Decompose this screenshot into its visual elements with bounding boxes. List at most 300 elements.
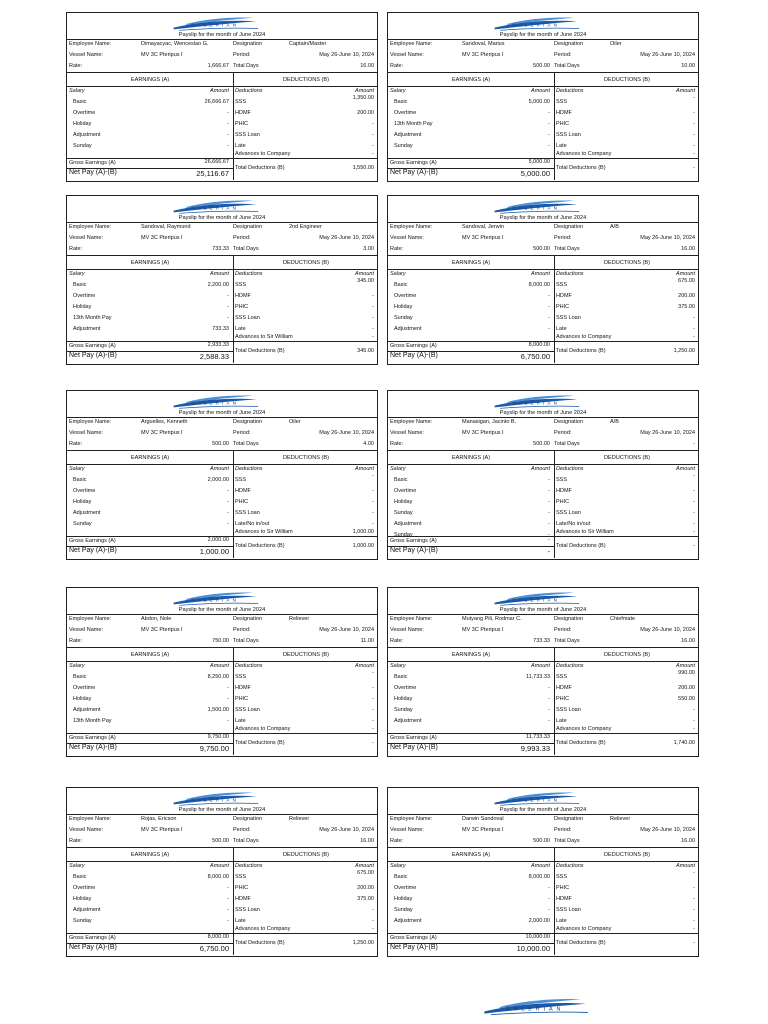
column-divider (554, 450, 555, 558)
divider (388, 661, 698, 662)
payslip-card (66, 195, 378, 365)
earning-label: Basic (394, 674, 408, 680)
employee-name-value: Sandoval, Jerwin (462, 224, 504, 230)
deductions-amount-header: Amount (355, 863, 374, 869)
divider (67, 861, 377, 862)
deduction-label: SSS (556, 477, 568, 483)
earning-amount: - (227, 121, 229, 127)
employee-name-label: Employee Name: (69, 816, 112, 822)
earnings-header: EARNINGS (A) (451, 77, 491, 83)
total-days-value: 16.00 (681, 246, 695, 252)
deduction-label: Advances to Company (235, 726, 291, 732)
earnings-header: EARNINGS (A) (130, 455, 170, 461)
earnings-amount-header: Amount (210, 88, 229, 94)
total-days-value: 16.00 (360, 63, 374, 69)
earning-label: Overtime (394, 885, 417, 891)
total-deductions-value: 1,550.00 (352, 165, 374, 171)
earning-label: Holiday (394, 499, 413, 505)
salary-header: Salary (390, 271, 406, 277)
deduction-amount: 200.00 (357, 885, 374, 891)
earning-amount: 5,000.00 (528, 99, 550, 105)
divider (388, 222, 698, 223)
rate-label: Rate: (69, 246, 83, 252)
deduction-amount: 375.00 (678, 304, 695, 310)
column-divider (233, 255, 234, 363)
gross-earnings-label: Gross Earnings (A) (69, 343, 116, 349)
column-divider (554, 647, 555, 755)
deduction-label: PHIC (235, 121, 249, 127)
earning-amount: - (227, 696, 229, 702)
payslip-title: Payslip for the month of June 2024 (178, 410, 266, 416)
earnings-amount-header: Amount (210, 466, 229, 472)
earning-amount: - (548, 488, 550, 494)
earning-label: Basic (394, 477, 408, 483)
total-days-label: Total Days (554, 441, 580, 447)
divider (67, 72, 377, 73)
designation-label: Designation (554, 616, 584, 622)
deduction-label: SSS Loan (235, 510, 260, 516)
period-value: May 26-June 10, 2024 (640, 52, 695, 58)
deduction-amount: - (372, 132, 374, 138)
deduction-label: SSS Loan (556, 510, 581, 516)
earning-amount: - (548, 326, 550, 332)
deduction-amount: - (372, 315, 374, 321)
deductions-header: DEDUCTIONS (B) (604, 852, 650, 858)
vessel-name-label: Vessel Name: (69, 430, 103, 436)
earning-label: Overtime (73, 110, 96, 116)
total-deductions-label: Total Deductions (B) (235, 543, 285, 549)
total-days-value: 3.00 (363, 246, 374, 252)
divider (388, 814, 698, 815)
deduction-label: PHIC (235, 304, 249, 310)
total-days-value: 16.00 (681, 638, 695, 644)
earning-amount: - (548, 718, 550, 724)
earning-label: Sunday (73, 521, 92, 527)
deduction-amount: 675.00 (678, 278, 695, 284)
deduction-amount: - (372, 696, 374, 702)
total-deductions-value: - (372, 740, 374, 746)
rate-label: Rate: (69, 63, 83, 69)
deductions-col-header: Deductions (235, 663, 263, 669)
gross-earnings-label: Gross Earnings (A) (390, 935, 437, 941)
earning-amount: 2,200.00 (207, 282, 229, 288)
employee-name-value: Mutyang Pili, Rodmar C. (462, 616, 522, 622)
total-days-value: 16.00 (681, 838, 695, 844)
deduction-amount: - (372, 926, 374, 932)
total-deductions-value: 1,250.00 (673, 348, 695, 354)
deduction-label: Advances to Company (556, 151, 612, 157)
deduction-amount: - (693, 121, 695, 127)
deduction-amount: - (693, 870, 695, 876)
deductions-col-header: Deductions (556, 271, 584, 277)
deduction-label: SSS Loan (235, 707, 260, 713)
rate-label: Rate: (390, 638, 404, 644)
designation-label: Designation (233, 224, 263, 230)
deductions-amount-header: Amount (355, 663, 374, 669)
period-value: May 26-June 10, 2024 (319, 235, 374, 241)
vessel-name-label: Vessel Name: (69, 235, 103, 241)
divider (388, 39, 698, 40)
galerian-logo (165, 15, 265, 33)
earning-label: Adjustment (394, 521, 422, 527)
divider (388, 269, 698, 270)
earning-label: Overtime (394, 293, 417, 299)
employee-name-value: Sandoval, Raymund (141, 224, 191, 230)
net-pay-value: 10,000.00 (516, 944, 550, 953)
period-label: Period: (554, 52, 572, 58)
deduction-label: SSS Loan (556, 132, 581, 138)
deduction-amount: - (693, 151, 695, 157)
period-label: Period: (554, 627, 572, 633)
deduction-label: SSS (235, 99, 247, 105)
vessel-name-value: MV 3C Pteripus I (462, 627, 504, 633)
deduction-label: SSS (235, 674, 247, 680)
deduction-amount: - (372, 685, 374, 691)
total-days-label: Total Days (233, 441, 259, 447)
gross-earnings-value: 11,733.33 (525, 734, 550, 740)
payslip-title: Payslip for the month of June 2024 (499, 215, 587, 221)
deduction-amount: - (693, 907, 695, 913)
gross-earnings-label: Gross Earnings (A) (390, 538, 437, 544)
earning-label: Overtime (73, 885, 96, 891)
deduction-label: PHIC (556, 696, 570, 702)
deduction-amount: 200.00 (678, 293, 695, 299)
vessel-name-label: Vessel Name: (69, 827, 103, 833)
salary-header: Salary (69, 88, 85, 94)
rate-value: 750.00 (212, 638, 229, 644)
deduction-label: Late (556, 143, 567, 149)
employee-name-label: Employee Name: (69, 616, 112, 622)
divider (67, 847, 377, 848)
total-days-label: Total Days (554, 246, 580, 252)
deductions-col-header: Deductions (556, 663, 584, 669)
total-deductions-label: Total Deductions (B) (556, 543, 606, 549)
gross-earnings-label: Gross Earnings (A) (69, 160, 116, 166)
period-label: Period: (233, 235, 251, 241)
designation-label: Designation (554, 816, 584, 822)
deduction-label: Late (235, 718, 246, 724)
deduction-label: HDMF (235, 896, 251, 902)
deduction-amount: - (372, 499, 374, 505)
column-divider (233, 847, 234, 955)
divider (388, 847, 698, 848)
gross-earnings-value: 2,000.00 (207, 537, 229, 543)
deductions-header: DEDUCTIONS (B) (604, 77, 650, 83)
earning-label: Holiday (73, 696, 92, 702)
earning-amount: - (548, 707, 550, 713)
divider (388, 536, 698, 537)
net-pay-label: Net Pay (A)-(B) (390, 744, 438, 751)
divider (388, 86, 698, 87)
divider (67, 614, 377, 615)
earnings-header: EARNINGS (A) (451, 455, 491, 461)
earning-label: Overtime (73, 488, 96, 494)
deduction-amount: - (372, 918, 374, 924)
earnings-amount-header: Amount (531, 88, 550, 94)
deduction-label: SSS (556, 282, 568, 288)
payslip-card (66, 12, 378, 182)
rate-value: 733.33 (533, 638, 550, 644)
employee-name-value: Manasigan, Jacinto B. (462, 419, 517, 425)
deduction-amount: 550.00 (678, 696, 695, 702)
earning-amount: - (227, 132, 229, 138)
deductions-col-header: Deductions (556, 863, 584, 869)
earnings-amount-header: Amount (531, 271, 550, 277)
earnings-header: EARNINGS (A) (130, 652, 170, 658)
galerian-logo (165, 790, 265, 808)
earning-label: Overtime (73, 293, 96, 299)
net-pay-label: Net Pay (A)-(B) (69, 169, 117, 176)
vessel-name-value: MV 3C Pteripus I (141, 827, 183, 833)
deduction-label: HDMF (235, 488, 251, 494)
earning-label: Sunday (394, 907, 413, 913)
total-deductions-label: Total Deductions (B) (556, 165, 606, 171)
deduction-amount: - (693, 529, 695, 535)
earning-label: Adjustment (394, 132, 422, 138)
earning-amount: - (227, 293, 229, 299)
deductions-amount-header: Amount (676, 271, 695, 277)
deduction-label: PHIC (235, 499, 249, 505)
vessel-name-label: Vessel Name: (69, 627, 103, 633)
total-deductions-value: 1,250.00 (352, 940, 374, 946)
salary-header: Salary (69, 466, 85, 472)
deduction-label: SSS (235, 282, 247, 288)
rate-value: 1,666.67 (207, 63, 229, 69)
divider (388, 614, 698, 615)
designation-label: Designation (554, 419, 584, 425)
designation-label: Designation (233, 616, 263, 622)
designation-value: Captain/Master (289, 41, 327, 47)
divider (67, 661, 377, 662)
earning-label: Adjustment (73, 707, 101, 713)
rate-value: 500.00 (533, 441, 550, 447)
deduction-amount: - (693, 334, 695, 340)
gross-earnings-label: Gross Earnings (A) (390, 735, 437, 741)
period-value: May 26-June 10, 2024 (640, 627, 695, 633)
designation-value: Oiler (289, 419, 301, 425)
earning-amount: - (548, 885, 550, 891)
earning-amount: - (227, 685, 229, 691)
earning-label: 13th Month Pay (73, 315, 112, 321)
earning-amount: - (227, 918, 229, 924)
net-pay-value: - (547, 547, 550, 556)
deductions-amount-header: Amount (676, 466, 695, 472)
deduction-label: Late (235, 918, 246, 924)
employee-name-label: Employee Name: (390, 224, 433, 230)
deduction-amount: - (372, 304, 374, 310)
earning-label: Adjustment (73, 907, 101, 913)
net-pay-value: 1,000.00 (199, 547, 229, 556)
earning-amount: - (548, 532, 550, 538)
deduction-label: PHIC (556, 885, 570, 891)
earning-amount: - (548, 143, 550, 149)
earnings-header: EARNINGS (A) (130, 77, 170, 83)
deduction-amount: - (693, 326, 695, 332)
deduction-amount: - (372, 907, 374, 913)
deduction-label: Advances to Sir William (235, 334, 293, 340)
deduction-amount: - (693, 926, 695, 932)
payslip-card (387, 587, 699, 757)
total-days-label: Total Days (233, 638, 259, 644)
earning-amount: - (548, 896, 550, 902)
rate-label: Rate: (390, 441, 404, 447)
rate-value: 500.00 (533, 838, 550, 844)
earning-amount: - (548, 477, 550, 483)
divider (388, 72, 698, 73)
deduction-label: Advances to Sir William (556, 529, 614, 535)
earning-amount: 2,000.00 (207, 477, 229, 483)
rate-label: Rate: (390, 63, 404, 69)
net-pay-value: 6,750.00 (199, 944, 229, 953)
deduction-label: HDMF (556, 110, 572, 116)
earning-amount: - (548, 110, 550, 116)
total-days-value: 16.00 (360, 838, 374, 844)
earning-amount: - (227, 304, 229, 310)
earning-label: Basic (394, 99, 408, 105)
earning-label: Adjustment (73, 510, 101, 516)
period-value: May 26-June 10, 2024 (319, 627, 374, 633)
designation-value: Reliever (289, 616, 310, 622)
deduction-amount: - (372, 151, 374, 157)
net-pay-label: Net Pay (A)-(B) (69, 944, 117, 951)
designation-value: A/B (610, 224, 619, 230)
deduction-label: PHIC (235, 885, 249, 891)
earning-label: Basic (73, 99, 87, 105)
gross-earnings-value: 8,000.00 (528, 342, 550, 348)
deductions-header: DEDUCTIONS (B) (283, 652, 329, 658)
earning-amount: 8,000.00 (528, 282, 550, 288)
rate-value: 733.33 (212, 246, 229, 252)
gross-earnings-label: Gross Earnings (A) (69, 538, 116, 544)
deductions-header: DEDUCTIONS (B) (283, 455, 329, 461)
deductions-amount-header: Amount (355, 466, 374, 472)
deduction-amount: - (372, 510, 374, 516)
rate-value: 500.00 (212, 838, 229, 844)
total-days-value: 10.00 (681, 63, 695, 69)
divider (67, 450, 377, 451)
deduction-amount: 375.00 (357, 896, 374, 902)
galerian-logo (486, 790, 586, 808)
earning-amount: - (548, 685, 550, 691)
employee-name-label: Employee Name: (390, 41, 433, 47)
total-days-value: 11.00 (360, 638, 374, 644)
deduction-label: HDMF (235, 110, 251, 116)
payslip-card (387, 12, 699, 182)
vessel-name-label: Vessel Name: (390, 827, 424, 833)
gross-earnings-value: 8,000.00 (207, 934, 229, 940)
earning-amount: - (227, 510, 229, 516)
earning-label: Basic (73, 874, 87, 880)
divider (67, 255, 377, 256)
salary-header: Salary (390, 466, 406, 472)
payslip-title: Payslip for the month of June 2024 (499, 607, 587, 613)
net-pay-value: 6,750.00 (520, 352, 550, 361)
net-pay-value: 9,993.33 (520, 744, 550, 753)
galerian-logo (165, 590, 265, 608)
deduction-amount: - (693, 918, 695, 924)
total-deductions-label: Total Deductions (B) (556, 348, 606, 354)
deduction-amount: - (372, 521, 374, 527)
earning-label: Sunday (394, 707, 413, 713)
salary-header: Salary (69, 863, 85, 869)
payslip-title: Payslip for the month of June 2024 (178, 607, 266, 613)
rate-label: Rate: (390, 246, 404, 252)
earning-amount: - (227, 143, 229, 149)
payslip-card (66, 787, 378, 957)
total-days-value: 4.00 (363, 441, 374, 447)
vessel-name-label: Vessel Name: (390, 627, 424, 633)
designation-label: Designation (233, 41, 263, 47)
employee-name-value: Abdon, Nole (141, 616, 172, 622)
deduction-label: SSS (235, 477, 247, 483)
net-pay-value: 25,116.67 (196, 169, 229, 178)
deduction-amount: - (372, 121, 374, 127)
earning-amount: 733.33 (212, 326, 229, 332)
deductions-amount-header: Amount (355, 88, 374, 94)
total-days-label: Total Days (554, 838, 580, 844)
earnings-header: EARNINGS (A) (130, 852, 170, 858)
divider (388, 647, 698, 648)
deduction-amount: - (693, 499, 695, 505)
period-label: Period: (554, 430, 572, 436)
gross-earnings-label: Gross Earnings (A) (69, 935, 116, 941)
earning-label: Adjustment (394, 326, 422, 332)
total-days-label: Total Days (554, 638, 580, 644)
employee-name-label: Employee Name: (390, 616, 433, 622)
total-days-label: Total Days (233, 246, 259, 252)
deduction-amount: - (372, 334, 374, 340)
period-label: Period: (554, 235, 572, 241)
employee-name-label: Employee Name: (390, 419, 433, 425)
earnings-header: EARNINGS (A) (451, 652, 491, 658)
gross-earnings-value: 26,666.67 (204, 159, 229, 165)
earning-label: Overtime (394, 110, 417, 116)
payslip-card (387, 787, 699, 957)
galerian-logo (486, 590, 586, 608)
earning-amount: 2,000.00 (528, 918, 550, 924)
vessel-name-label: Vessel Name: (390, 52, 424, 58)
earning-label: Overtime (394, 685, 417, 691)
earning-amount: - (227, 499, 229, 505)
gross-earnings-value: 2,933.33 (207, 342, 229, 348)
employee-name-value: Rojas, Ericson (141, 816, 177, 822)
rate-label: Rate: (69, 638, 83, 644)
designation-value: Reliever (289, 816, 310, 822)
earning-label: 13th Month Pay (394, 121, 433, 127)
deduction-amount: - (693, 718, 695, 724)
total-days-label: Total Days (233, 63, 259, 69)
divider (67, 39, 377, 40)
rate-label: Rate: (69, 441, 83, 447)
earning-amount: - (548, 510, 550, 516)
deductions-col-header: Deductions (556, 88, 584, 94)
deduction-amount: - (693, 726, 695, 732)
deduction-amount: - (693, 473, 695, 479)
employee-name-label: Employee Name: (69, 224, 112, 230)
divider (388, 464, 698, 465)
earning-label: Adjustment (394, 918, 422, 924)
deduction-label: SSS (556, 99, 568, 105)
salary-header: Salary (69, 663, 85, 669)
earning-label: Overtime (394, 488, 417, 494)
deduction-label: SSS (556, 874, 568, 880)
earning-amount: - (548, 696, 550, 702)
total-deductions-value: 1,000.00 (352, 543, 374, 549)
net-pay-label: Net Pay (A)-(B) (390, 352, 438, 359)
total-days-label: Total Days (233, 838, 259, 844)
period-value: May 26-June 10, 2024 (319, 430, 374, 436)
divider (67, 417, 377, 418)
